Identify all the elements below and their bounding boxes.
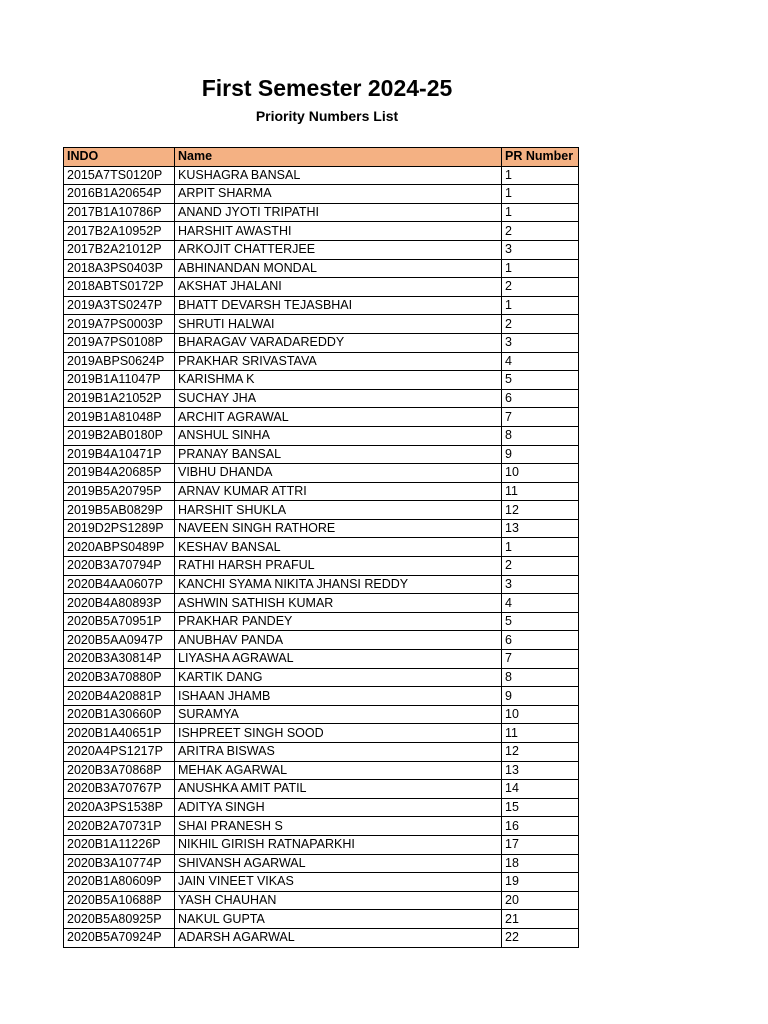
table-row bbox=[64, 761, 579, 780]
cell-indo: 2019B1A21052P bbox=[64, 389, 175, 408]
cell-pr-number: 7 bbox=[502, 408, 579, 427]
cell-indo: 2020B3A70767P bbox=[64, 780, 175, 799]
table-row bbox=[64, 464, 579, 483]
cell-pr-number: 1 bbox=[502, 166, 579, 185]
cell-name: KESHAV BANSAL bbox=[175, 538, 502, 557]
cell-indo: 2019B4A10471P bbox=[64, 445, 175, 464]
cell-pr-number: 6 bbox=[502, 389, 579, 408]
table-header bbox=[64, 148, 579, 167]
cell-pr-number: 8 bbox=[502, 426, 579, 445]
cell-indo: 2020B5A70924P bbox=[64, 928, 175, 947]
cell-name: SHIVANSH AGARWAL bbox=[175, 854, 502, 873]
cell-pr-number: 1 bbox=[502, 538, 579, 557]
cell-pr-number: 1 bbox=[502, 203, 579, 222]
cell-pr-number: 22 bbox=[502, 928, 579, 947]
table-row bbox=[64, 259, 579, 278]
cell-name: ARCHIT AGRAWAL bbox=[175, 408, 502, 427]
table-row bbox=[64, 873, 579, 892]
cell-name: ARPIT SHARMA bbox=[175, 185, 502, 204]
cell-indo: 2019A7PS0003P bbox=[64, 315, 175, 334]
table-row bbox=[64, 575, 579, 594]
cell-name: SHRUTI HALWAI bbox=[175, 315, 502, 334]
cell-pr-number: 4 bbox=[502, 352, 579, 371]
cell-pr-number: 2 bbox=[502, 315, 579, 334]
cell-name: BHARAGAV VARADAREDDY bbox=[175, 333, 502, 352]
cell-pr-number: 2 bbox=[502, 557, 579, 576]
table-row bbox=[64, 928, 579, 947]
cell-name: NIKHIL GIRISH RATNAPARKHI bbox=[175, 835, 502, 854]
table-row bbox=[64, 538, 579, 557]
cell-name: BHATT DEVARSH TEJASBHAI bbox=[175, 296, 502, 315]
cell-pr-number: 13 bbox=[502, 519, 579, 538]
cell-name: JAIN VINEET VIKAS bbox=[175, 873, 502, 892]
table-row bbox=[64, 631, 579, 650]
cell-pr-number: 16 bbox=[502, 817, 579, 836]
cell-pr-number: 8 bbox=[502, 668, 579, 687]
table-row bbox=[64, 780, 579, 799]
table-row bbox=[64, 594, 579, 613]
table-row bbox=[64, 371, 579, 390]
cell-indo: 2019B4A20685P bbox=[64, 464, 175, 483]
table-row bbox=[64, 445, 579, 464]
cell-pr-number: 10 bbox=[502, 705, 579, 724]
cell-indo: 2015A7TS0120P bbox=[64, 166, 175, 185]
cell-indo: 2020B2A70731P bbox=[64, 817, 175, 836]
cell-name: ARNAV KUMAR ATTRI bbox=[175, 482, 502, 501]
cell-name: AKSHAT JHALANI bbox=[175, 278, 502, 297]
cell-pr-number: 3 bbox=[502, 333, 579, 352]
cell-name: LIYASHA AGRAWAL bbox=[175, 650, 502, 669]
cell-name: KARISHMA K bbox=[175, 371, 502, 390]
cell-indo: 2020B1A40651P bbox=[64, 724, 175, 743]
table-row bbox=[64, 240, 579, 259]
cell-indo: 2019D2PS1289P bbox=[64, 519, 175, 538]
cell-name: ADARSH AGARWAL bbox=[175, 928, 502, 947]
table-row bbox=[64, 817, 579, 836]
cell-pr-number: 21 bbox=[502, 910, 579, 929]
cell-indo: 2020B4A20881P bbox=[64, 687, 175, 706]
table-row bbox=[64, 724, 579, 743]
cell-name: KUSHAGRA BANSAL bbox=[175, 166, 502, 185]
cell-indo: 2019B5A20795P bbox=[64, 482, 175, 501]
cell-pr-number: 3 bbox=[502, 575, 579, 594]
cell-indo: 2017B1A10786P bbox=[64, 203, 175, 222]
table-row bbox=[64, 650, 579, 669]
column-header-indo: INDO bbox=[64, 148, 175, 167]
cell-indo: 2020B3A70880P bbox=[64, 668, 175, 687]
cell-indo: 2019B1A81048P bbox=[64, 408, 175, 427]
cell-pr-number: 12 bbox=[502, 501, 579, 520]
table-row bbox=[64, 798, 579, 817]
table-row bbox=[64, 166, 579, 185]
cell-indo: 2019B5AB0829P bbox=[64, 501, 175, 520]
cell-name: PRAKHAR SRIVASTAVA bbox=[175, 352, 502, 371]
cell-indo: 2020B3A70794P bbox=[64, 557, 175, 576]
table-row bbox=[64, 501, 579, 520]
column-header-pr-number: PR Number bbox=[502, 148, 579, 167]
cell-indo: 2020B5A80925P bbox=[64, 910, 175, 929]
cell-indo: 2019B1A11047P bbox=[64, 371, 175, 390]
cell-indo: 2019ABPS0624P bbox=[64, 352, 175, 371]
cell-indo: 2020B4AA0607P bbox=[64, 575, 175, 594]
cell-name: VIBHU DHANDA bbox=[175, 464, 502, 483]
cell-name: ANUBHAV PANDA bbox=[175, 631, 502, 650]
page-subtitle: Priority Numbers List bbox=[255, 108, 399, 124]
cell-pr-number: 1 bbox=[502, 296, 579, 315]
cell-indo: 2018ABTS0172P bbox=[64, 278, 175, 297]
cell-indo: 2020B1A30660P bbox=[64, 705, 175, 724]
cell-indo: 2020B1A11226P bbox=[64, 835, 175, 854]
cell-pr-number: 10 bbox=[502, 464, 579, 483]
table-row bbox=[64, 222, 579, 241]
cell-name: SUCHAY JHA bbox=[175, 389, 502, 408]
table-row bbox=[64, 891, 579, 910]
table-row bbox=[64, 203, 579, 222]
cell-indo: 2020B3A10774P bbox=[64, 854, 175, 873]
page-title: First Semester 2024-25 bbox=[201, 75, 453, 101]
cell-pr-number: 13 bbox=[502, 761, 579, 780]
cell-pr-number: 2 bbox=[502, 222, 579, 241]
table-row bbox=[64, 612, 579, 631]
cell-indo: 2019B2AB0180P bbox=[64, 426, 175, 445]
cell-pr-number: 1 bbox=[502, 185, 579, 204]
cell-pr-number: 9 bbox=[502, 687, 579, 706]
cell-name: ARKOJIT CHATTERJEE bbox=[175, 240, 502, 259]
table-row bbox=[64, 743, 579, 762]
cell-name: PRAKHAR PANDEY bbox=[175, 612, 502, 631]
cell-indo: 2017B2A21012P bbox=[64, 240, 175, 259]
table-row bbox=[64, 278, 579, 297]
cell-name: YASH CHAUHAN bbox=[175, 891, 502, 910]
cell-name: ANUSHKA AMIT PATIL bbox=[175, 780, 502, 799]
cell-indo: 2020B5A70951P bbox=[64, 612, 175, 631]
cell-pr-number: 12 bbox=[502, 743, 579, 762]
cell-pr-number: 5 bbox=[502, 371, 579, 390]
cell-pr-number: 20 bbox=[502, 891, 579, 910]
cell-name: PRANAY BANSAL bbox=[175, 445, 502, 464]
cell-pr-number: 7 bbox=[502, 650, 579, 669]
priority-numbers-table bbox=[63, 147, 579, 948]
cell-pr-number: 11 bbox=[502, 724, 579, 743]
cell-pr-number: 18 bbox=[502, 854, 579, 873]
table-row bbox=[64, 296, 579, 315]
cell-name: HARSHIT SHUKLA bbox=[175, 501, 502, 520]
table-row bbox=[64, 185, 579, 204]
cell-indo: 2020B3A70868P bbox=[64, 761, 175, 780]
cell-name: ISHPREET SINGH SOOD bbox=[175, 724, 502, 743]
cell-indo: 2020B5A10688P bbox=[64, 891, 175, 910]
column-header-name: Name bbox=[175, 148, 502, 167]
cell-pr-number: 14 bbox=[502, 780, 579, 799]
cell-indo: 2020ABPS0489P bbox=[64, 538, 175, 557]
cell-name: KARTIK DANG bbox=[175, 668, 502, 687]
cell-pr-number: 3 bbox=[502, 240, 579, 259]
cell-indo: 2018A3PS0403P bbox=[64, 259, 175, 278]
cell-name: SURAMYA bbox=[175, 705, 502, 724]
cell-indo: 2017B2A10952P bbox=[64, 222, 175, 241]
table-row bbox=[64, 668, 579, 687]
cell-name: ABHINANDAN MONDAL bbox=[175, 259, 502, 278]
table-row bbox=[64, 389, 579, 408]
cell-pr-number: 11 bbox=[502, 482, 579, 501]
cell-pr-number: 17 bbox=[502, 835, 579, 854]
cell-name: ASHWIN SATHISH KUMAR bbox=[175, 594, 502, 613]
cell-name: HARSHIT AWASTHI bbox=[175, 222, 502, 241]
cell-indo: 2020B5AA0947P bbox=[64, 631, 175, 650]
cell-name: ADITYA SINGH bbox=[175, 798, 502, 817]
cell-name: SHAI PRANESH S bbox=[175, 817, 502, 836]
table-row bbox=[64, 333, 579, 352]
cell-name: KANCHI SYAMA NIKITA JHANSI REDDY bbox=[175, 575, 502, 594]
cell-name: ANSHUL SINHA bbox=[175, 426, 502, 445]
cell-indo: 2019A7PS0108P bbox=[64, 333, 175, 352]
cell-indo: 2020B3A30814P bbox=[64, 650, 175, 669]
cell-indo: 2020B4A80893P bbox=[64, 594, 175, 613]
table-row bbox=[64, 352, 579, 371]
table-row bbox=[64, 910, 579, 929]
cell-indo: 2020B1A80609P bbox=[64, 873, 175, 892]
cell-name: ANAND JYOTI TRIPATHI bbox=[175, 203, 502, 222]
cell-pr-number: 4 bbox=[502, 594, 579, 613]
cell-pr-number: 6 bbox=[502, 631, 579, 650]
cell-name: NAVEEN SINGH RATHORE bbox=[175, 519, 502, 538]
table-row bbox=[64, 519, 579, 538]
cell-name: ARITRA BISWAS bbox=[175, 743, 502, 762]
table-row bbox=[64, 835, 579, 854]
cell-name: NAKUL GUPTA bbox=[175, 910, 502, 929]
table-row bbox=[64, 426, 579, 445]
cell-indo: 2019A3TS0247P bbox=[64, 296, 175, 315]
table-header-row bbox=[64, 148, 579, 167]
table-row bbox=[64, 854, 579, 873]
cell-indo: 2020A3PS1538P bbox=[64, 798, 175, 817]
table-row bbox=[64, 705, 579, 724]
cell-pr-number: 15 bbox=[502, 798, 579, 817]
cell-pr-number: 19 bbox=[502, 873, 579, 892]
cell-pr-number: 2 bbox=[502, 278, 579, 297]
table-row bbox=[64, 408, 579, 427]
table-row bbox=[64, 557, 579, 576]
cell-pr-number: 1 bbox=[502, 259, 579, 278]
cell-indo: 2016B1A20654P bbox=[64, 185, 175, 204]
table-row bbox=[64, 315, 579, 334]
cell-name: ISHAAN JHAMB bbox=[175, 687, 502, 706]
cell-indo: 2020A4PS1217P bbox=[64, 743, 175, 762]
table-row bbox=[64, 482, 579, 501]
cell-name: RATHI HARSH PRAFUL bbox=[175, 557, 502, 576]
cell-pr-number: 9 bbox=[502, 445, 579, 464]
cell-pr-number: 5 bbox=[502, 612, 579, 631]
table-body bbox=[64, 166, 579, 947]
table-row bbox=[64, 687, 579, 706]
cell-name: MEHAK AGARWAL bbox=[175, 761, 502, 780]
